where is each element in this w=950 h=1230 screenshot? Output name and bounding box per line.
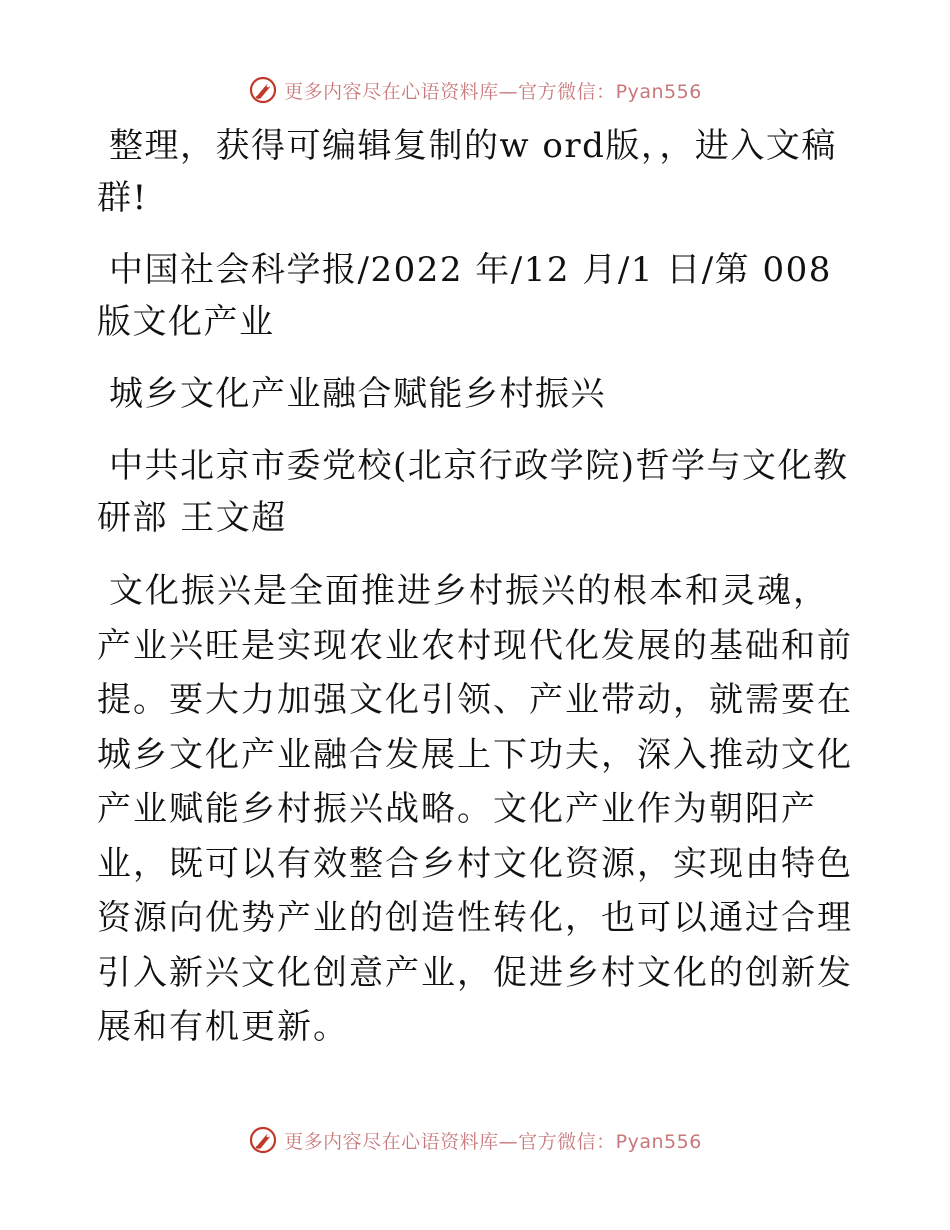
pen-nib-seal-logo-icon	[248, 75, 278, 105]
pen-nib-seal-logo-icon	[248, 1125, 278, 1155]
intro-line: 整理，获得可编辑复制的w ord版，，进入文稿群!	[97, 126, 837, 218]
body-paragraph: 文化振兴是全面推进乡村振兴的根本和灵魂，产业兴旺是实现农业农村现代化发展的基础和前提。要大力加强文化引领、产业带动，就需要在城乡文化产业融合发展上下功夫，深入推动文化产业赋能乡村振兴战略。文化产业作为朝阳产业，既可以有效整合乡村文化资源，实现由特色资源向优势产业的创造性转化，也可以通过合理引入新兴文化创意产业，促进乡村文化的创新发展和有机更新。	[97, 571, 853, 1047]
article-title: 城乡文化产业融合赋能乡村振兴	[109, 374, 606, 414]
document-content	[97, 120, 857, 1075]
watermark-text: 更多内容尽在心语资料库—官方微信：Pyan556	[284, 1130, 702, 1153]
author-line: 中共北京市委党校(北京行政学院)哲学与文化教研部 王文超	[97, 446, 849, 538]
source-line: 中国社会科学报/2022 年/12 月/1 日/第 008 版文化产业	[97, 250, 832, 342]
footer-watermark	[0, 1120, 950, 1160]
header-watermark	[0, 70, 950, 110]
watermark-text: 更多内容尽在心语资料库—官方微信：Pyan556	[284, 80, 702, 103]
